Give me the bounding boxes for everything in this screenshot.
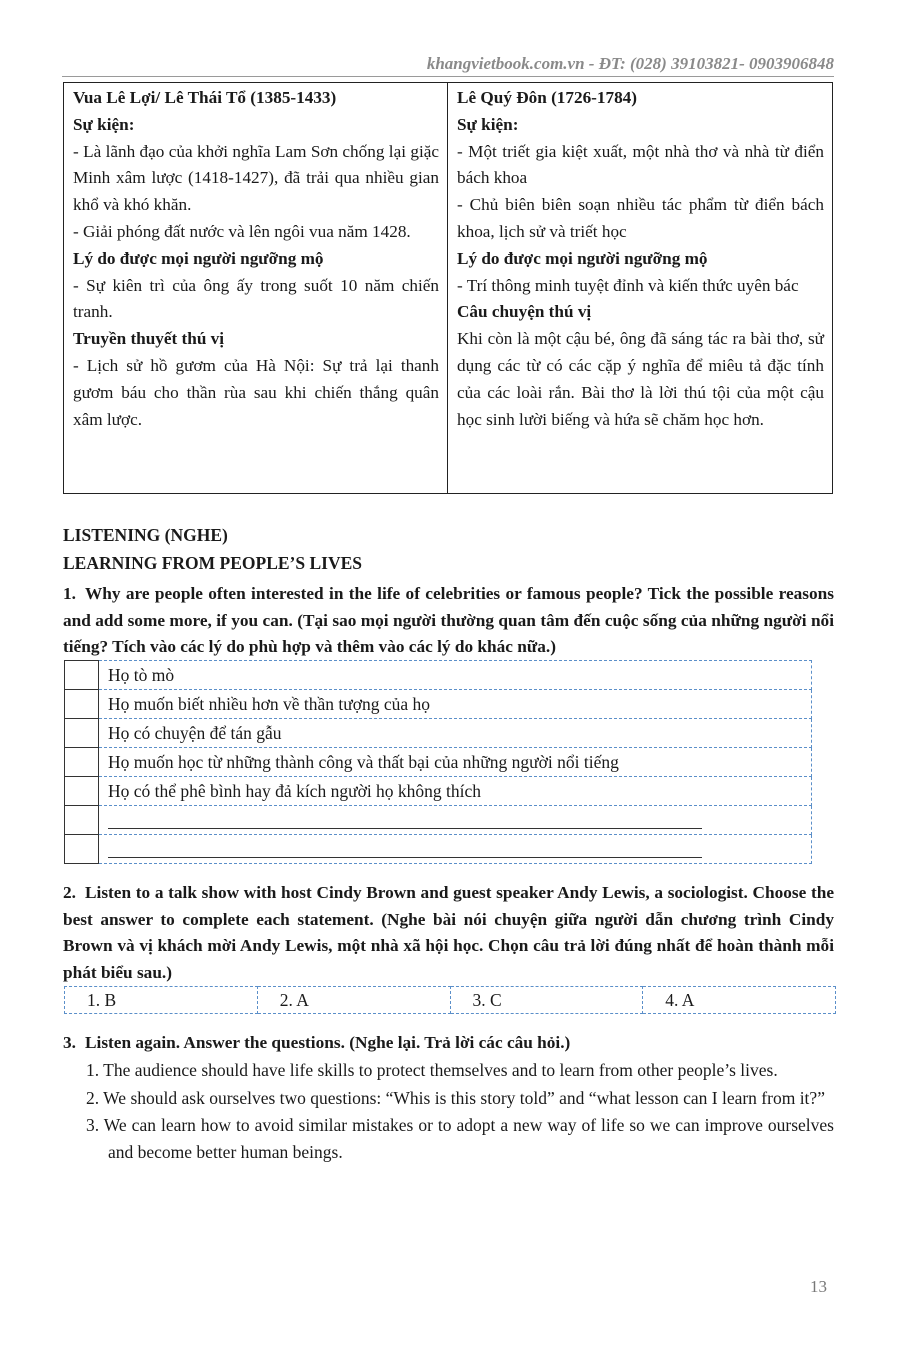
- event-text: - Chủ biên biên soạn nhiều tác phẩm từ điển bách khoa, lịch sử và triết học: [457, 195, 824, 241]
- checklist-option: Họ muốn biết nhiều hơn về thần tượng của họ: [99, 690, 812, 719]
- blank-line: [108, 811, 702, 829]
- question-2: [63, 880, 834, 986]
- answer-item: 3. We can learn how to avoid similar mistakes or to adopt a new way of life so we can improve ourselves and become better human beings.: [86, 1115, 834, 1162]
- tick-box[interactable]: [65, 661, 99, 690]
- question-3-answers: [86, 1057, 834, 1166]
- events-label: Sự kiện:: [457, 114, 519, 134]
- blank-answer-cell[interactable]: [99, 835, 812, 864]
- events-label: Sự kiện:: [73, 114, 135, 134]
- section-title: LISTENING (NGHE): [63, 525, 228, 545]
- checklist-row: [65, 719, 812, 748]
- checklist-row: [65, 661, 812, 690]
- story-label: Câu chuyện thú vị: [457, 302, 592, 322]
- checklist-option: Họ có thể phê bình hay đả kích người họ không thích: [99, 777, 812, 806]
- story-label: Truyền thuyết thú vị: [73, 329, 225, 349]
- tick-box[interactable]: [65, 719, 99, 748]
- page-header: khangvietbook.com.vn - ĐT: (028) 39103821- 0903906848: [426, 54, 834, 73]
- tick-box[interactable]: [65, 748, 99, 777]
- answer-cell: 3. C: [450, 987, 643, 1014]
- checklist-row: [65, 748, 812, 777]
- answer-item: 1. The audience should have life skills to protect themselves and to learn from other people’s lives.: [86, 1060, 778, 1080]
- checklist-row: [65, 835, 812, 864]
- checklist-option: Họ muốn học từ những thành công và thất bại của những người nổi tiếng: [99, 748, 812, 777]
- answer-item: 2. We should ask ourselves two questions: “Whis is this story told” and “what lesson can I learn from it?”: [86, 1087, 825, 1108]
- question-number: 2.: [63, 883, 76, 902]
- question-text: Listen again. Answer the questions. (Nghe lại. Trả lời các câu hỏi.): [85, 1033, 571, 1052]
- event-text: - Giải phóng đất nước và lên ngôi vua năm 1428.: [73, 221, 411, 241]
- checklist-option: Họ tò mò: [99, 661, 812, 690]
- tick-box[interactable]: [65, 690, 99, 719]
- biography-column-le-loi: [64, 83, 448, 493]
- reasons-checklist: [64, 660, 812, 864]
- blank-line: [108, 840, 702, 858]
- story-text: - Lịch sử hồ gươm của Hà Nội: Sự trả lại thanh gươm báu cho thần rùa sau khi chiến thắng quân xâm lược.: [73, 355, 439, 429]
- page-number: 13: [810, 1277, 827, 1296]
- answer-cell: 1. B: [65, 987, 258, 1014]
- biography-title: Lê Quý Đôn (1726-1784): [457, 88, 637, 107]
- biography-title: Vua Lê Lợi/ Lê Thái Tổ (1385-1433): [73, 88, 337, 107]
- answer-cell: 2. A: [257, 987, 450, 1014]
- blank-answer-cell[interactable]: [99, 806, 812, 835]
- tick-box[interactable]: [65, 777, 99, 806]
- reason-label: Lý do được mọi người ngưỡng mộ: [457, 248, 708, 268]
- tick-box[interactable]: [65, 806, 99, 835]
- reason-text: - Sự kiên trì của ông ấy trong suốt 10 năm chiến tranh.: [73, 275, 439, 322]
- checklist-option: Họ có chuyện để tán gẫu: [99, 719, 812, 748]
- checklist-row: [65, 806, 812, 835]
- checklist-row: [65, 777, 812, 806]
- biography-column-le-quy-don: [448, 83, 832, 493]
- reason-label: Lý do được mọi người ngưỡng mộ: [73, 248, 324, 268]
- question-number: 3.: [63, 1033, 76, 1052]
- checklist-row: [65, 690, 812, 719]
- section-subtitle: LEARNING FROM PEOPLE’S LIVES: [63, 553, 362, 573]
- tick-box[interactable]: [65, 835, 99, 864]
- question-number: 1.: [63, 584, 76, 603]
- question-text: Why are people often interested in the life of celebrities or famous people? Tick the possible reasons and add some more, if you can. (Tại sao mọi người thường quan tâm đến cuộc sống của những người nổi tiếng? Tích vào các lý do phù hợp và thêm vào các lý do khác nữa.): [63, 584, 834, 656]
- answer-row: [65, 987, 836, 1014]
- reason-text: - Trí thông minh tuyệt đỉnh và kiến thức uyên bác: [457, 275, 799, 295]
- question-text: Listen to a talk show with host Cindy Brown and guest speaker Andy Lewis, a sociologist. Choose the best answer to complete each statement. (Nghe bài nói chuyện giữa người dẫn chương trình Cindy Brown và vị khách mời Andy Lewis, một nhà xã hội học. Chọn câu trả lời đúng nhất để hoàn thành mỗi phát biểu sau.): [63, 883, 834, 982]
- answer-cell: 4. A: [643, 987, 836, 1014]
- answer-key-table: [64, 986, 836, 1014]
- question-1: [63, 581, 834, 661]
- header-divider: [62, 76, 834, 77]
- biography-table: [63, 82, 833, 494]
- story-text: Khi còn là một cậu bé, ông đã sáng tác ra bài thơ, sử dụng các từ có các cặp ý nghĩa để miêu tả đặc tính của các loài rắn. Bài thơ là lời thú tội của một cậu học sinh lười biếng và hứa sẽ chăm học hơn.: [457, 329, 824, 429]
- question-3: [63, 1030, 834, 1057]
- event-text: - Là lãnh đạo của khởi nghĩa Lam Sơn chống lại giặc Minh xâm lược (1418-1427), đã trải qua nhiều gian khổ và khó khăn.: [73, 141, 439, 215]
- event-text: - Một triết gia kiệt xuất, một nhà thơ và nhà từ điển bách khoa: [457, 141, 824, 188]
